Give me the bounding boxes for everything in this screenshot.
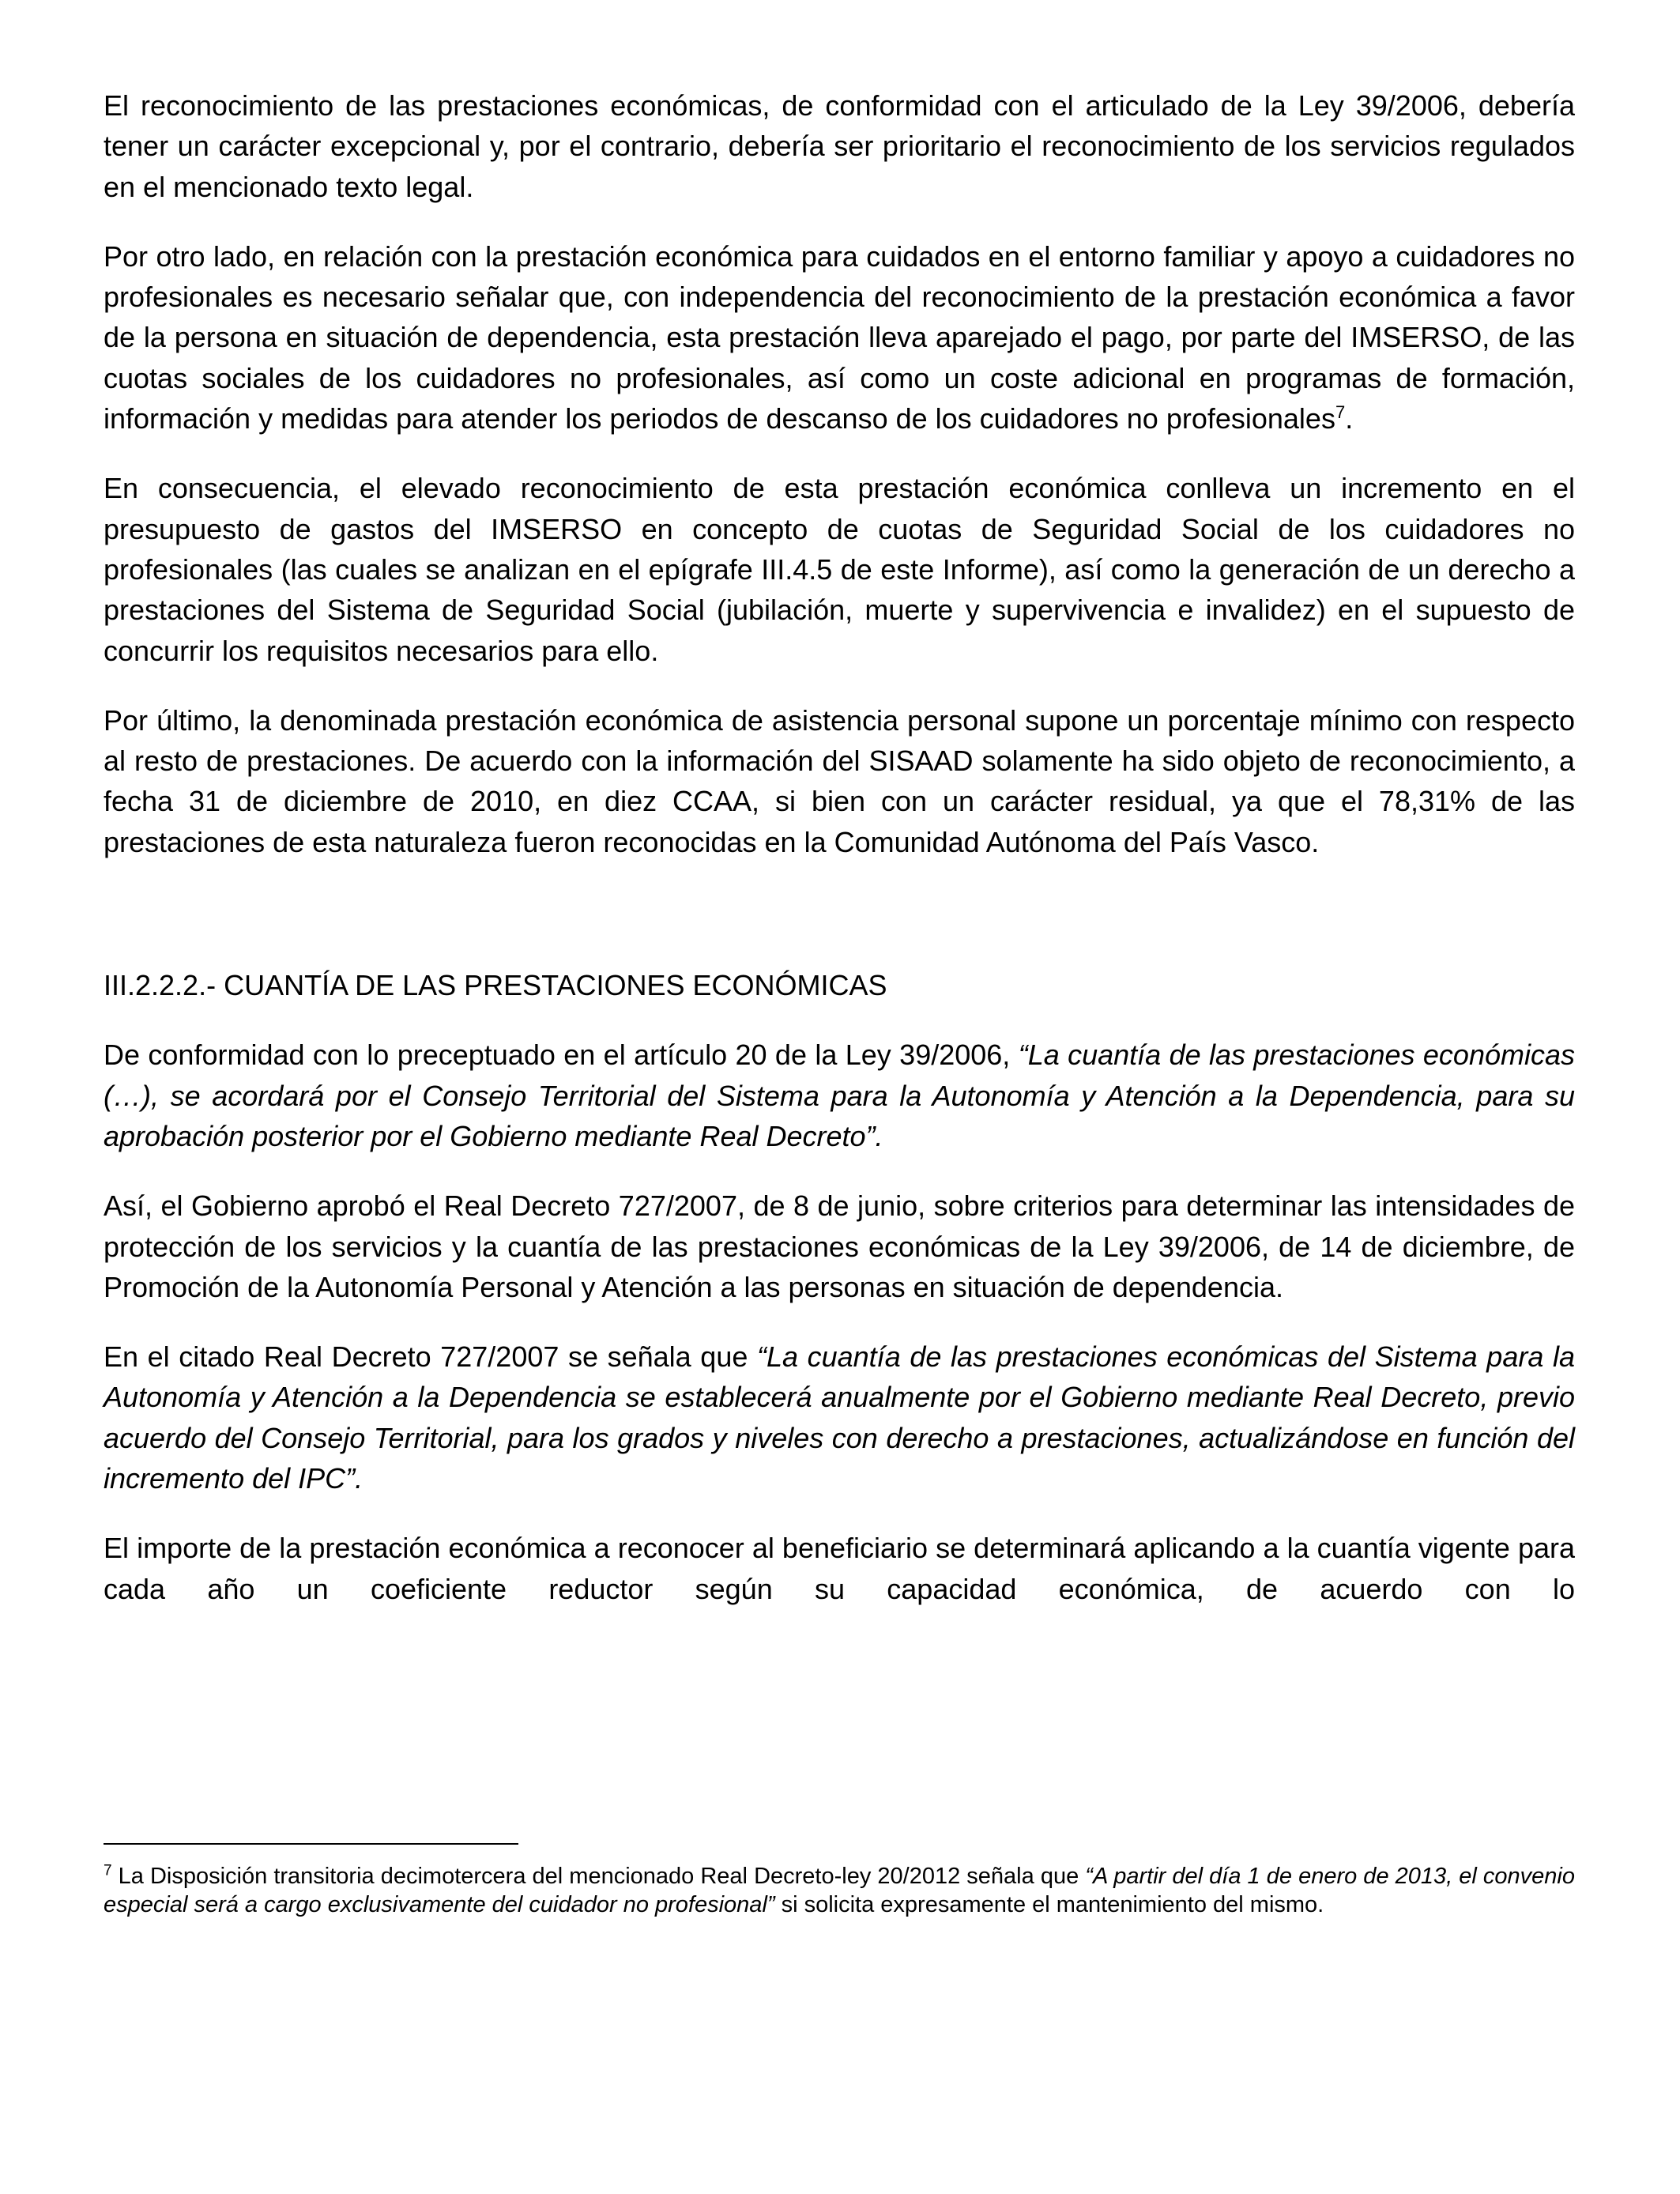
footnote-end: si solicita expresamente el mantenimiento del mismo. — [774, 1892, 1324, 1917]
section-heading: III.2.2.2.- CUANTÍA DE LAS PRESTACIONES ECONÓMICAS — [104, 969, 887, 1002]
paragraph-5-intro: De conformidad con lo preceptuado en el artículo 20 de la Ley 39/2006, — [104, 1039, 1019, 1072]
footnote-reference[interactable]: 7 — [1335, 402, 1346, 423]
paragraph-2-end: . — [1345, 402, 1354, 435]
paragraph-1 — [104, 85, 1575, 207]
paragraph-7-intro: En el citado Real Decreto 727/2007 se señala que — [104, 1340, 757, 1374]
paragraph-5-quote: “La cuantía de las prestaciones económicas (…), se acordará por el Consejo Territorial del Sistema para la Autonomía y Atención a la Dependencia, para su aprobación posterior por el Gobierno mediante Real Decreto”. — [104, 1039, 1575, 1152]
paragraph-7 — [104, 1336, 1575, 1498]
paragraph-6 — [104, 1186, 1575, 1307]
document-body — [104, 85, 1575, 1609]
footnote-number: 7 — [104, 1862, 112, 1879]
footnote — [104, 1862, 1575, 1919]
paragraph-8 — [104, 1528, 1575, 1609]
paragraph-4-text: Por último, la denominada prestación económica de asistencia personal supone un porcentaje mínimo con respecto al resto de prestaciones. De acuerdo con la información del SISAAD solamente ha sido objeto de reconocimiento, a fecha 31 de diciembre de 2010, en diez CCAA, si bien con un carácter residual, ya que el 78,31% de las prestaciones de esta naturaleza fueron reconocidas en la Comunidad Autónoma del País Vasco. — [104, 703, 1575, 858]
paragraph-2-text: Por otro lado, en relación con la prestación económica para cuidados en el entorno familiar y apoyo a cuidadores no profesionales es necesario señalar que, con independencia del reconocimiento de la prestación económica a favor de la persona en situación de dependencia, esta prestación lleva aparejado el pago, por parte del IMSERSO, de las cuotas sociales de los cuidadores no profesionales, así como un coste adicional en programas de formación, información y medidas para atender los periodos de descanso de los cuidadores no profesionales — [104, 239, 1575, 435]
paragraph-6-text: Así, el Gobierno aprobó el Real Decreto 727/2007, de 8 de junio, sobre criterios para determinar las intensidades de protección de los servicios y la cuantía de las prestaciones económicas de la Ley 39/2006, de 14 de diciembre, de Promoción de la Autonomía Personal y Atención a las personas en situación de dependencia. — [104, 1189, 1575, 1303]
paragraph-7-quote: “La cuantía de las prestaciones económicas del Sistema para la Autonomía y Atención a la Dependencia se establecerá anualmente por el Gobierno mediante Real Decreto, previo acuerdo del Consejo Territorial, para los grados y niveles con derecho a prestaciones, actualizándose en función del incremento del IPC”. — [104, 1340, 1575, 1495]
paragraph-4 — [104, 700, 1575, 862]
footnote-separator — [104, 1843, 518, 1845]
paragraph-3-text: En consecuencia, el elevado reconocimiento de esta prestación económica conlleva un incremento en el presupuesto de gastos del IMSERSO en concepto de cuotas de Seguridad Social de los cuidadores no profesionales (las cuales se analizan en el epígrafe III.4.5 de este Informe), así como la generación de un derecho a prestaciones del Sistema de Seguridad Social (jubilación, muerte y supervivencia e invalidez) en el supuesto de concurrir los requisitos necesarios para ello. — [104, 472, 1575, 667]
paragraph-5 — [104, 1035, 1575, 1156]
footnote-quote: “A partir del día 1 de enero de 2013, el convenio especial será a cargo exclusivamente del cuidador no profesional” — [104, 1864, 1575, 1917]
paragraph-1-text: El reconocimiento de las prestaciones económicas, de conformidad con el articulado de la Ley 39/2006, debería tener un carácter excepcional y, por el contrario, debería ser prioritario el reconocimiento de los servicios regulados en el mencionado texto legal. — [104, 89, 1575, 203]
paragraph-8-text: El importe de la prestación económica a reconocer al beneficiario se determinará aplicando a la cuantía vigente para cada año un coeficiente reductor según su capacidad económica, de acuerdo con lo — [104, 1532, 1575, 1605]
paragraph-2 — [104, 236, 1575, 439]
paragraph-3 — [104, 468, 1575, 670]
footnote-intro: La Disposición transitoria decimotercera del mencionado Real Decreto-ley 20/2012 señala que — [111, 1864, 1086, 1889]
